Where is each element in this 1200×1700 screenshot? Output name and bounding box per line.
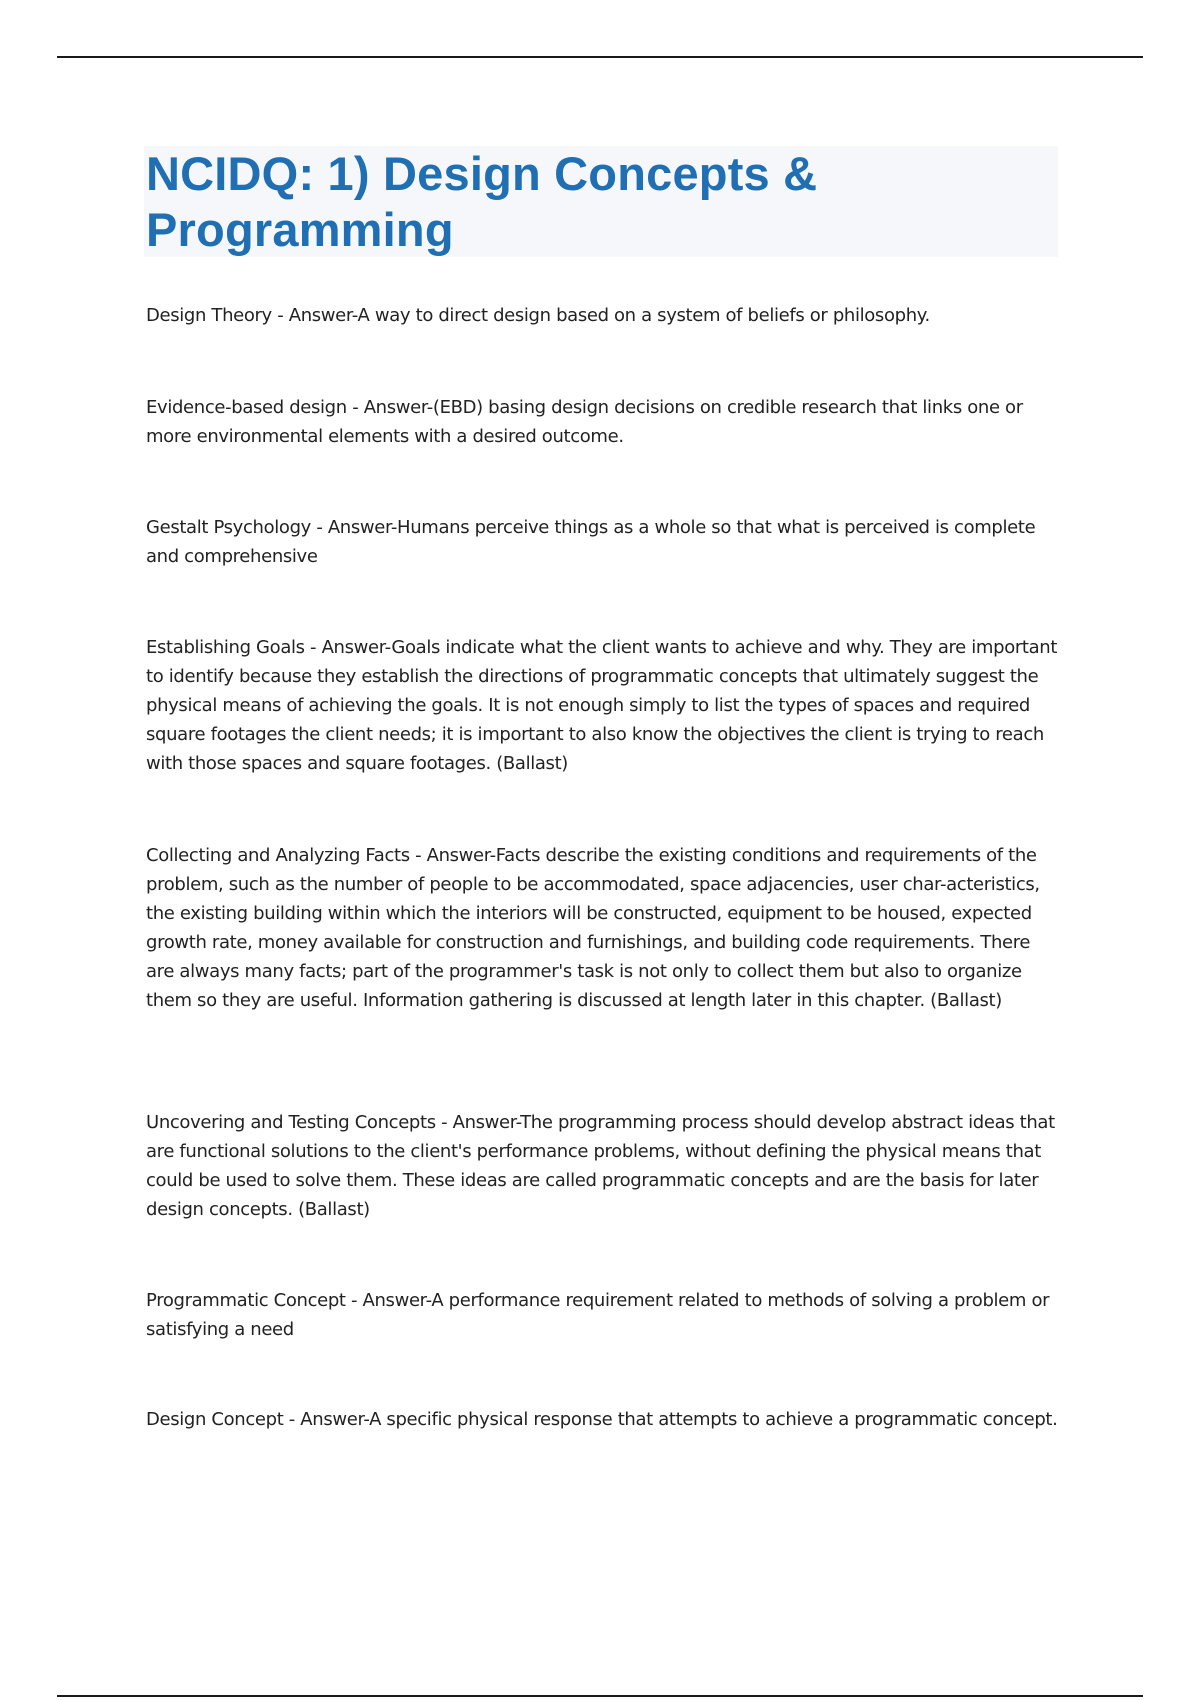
entry-evidence-based-design: Evidence-based design - Answer-(EBD) basing design decisions on credible research that links one or more environmental elements with a desired outcome.: [146, 397, 1023, 447]
entry-programmatic-concept: Programmatic Concept - Answer-A performance requirement related to methods of solving a problem or satisfying a need: [146, 1290, 1050, 1340]
entry-collecting-analyzing-facts: Collecting and Analyzing Facts - Answer-Facts describe the existing conditions and requirements of the problem, such as the number of people to be accommodated, space adjacencies, user char-acteristics, the existing building within which the interiors will be constructed, equipment to be housed, expected growth rate, money available for construction and furnishings, and building code requirements. There are always many facts; part of the programmer's task is not only to collect them but also to organize them so they are useful. Information gathering is discussed at length later in this chapter. (Ballast): [146, 845, 1040, 1011]
entry-uncovering-testing-concepts: Uncovering and Testing Concepts - Answer-The programming process should develop abstract ideas that are functional solutions to the client's performance problems, without defining the physical means that could be used to solve them. These ideas are called programmatic concepts and are the basis for later design concepts. (Ballast): [146, 1112, 1055, 1220]
page-title: NCIDQ: 1) Design Concepts & Programming: [146, 147, 818, 256]
top-rule: [57, 56, 1143, 58]
entry-design-concept: Design Concept - Answer-A specific physical response that attempts to achieve a programmatic concept.: [146, 1409, 1058, 1430]
entry-design-theory: Design Theory - Answer-A way to direct design based on a system of beliefs or philosophy.: [146, 305, 930, 326]
entry-gestalt-psychology: Gestalt Psychology - Answer-Humans perceive things as a whole so that what is perceived is complete and comprehensive: [146, 517, 1036, 567]
bottom-rule: [57, 1695, 1143, 1697]
title-banner: [144, 146, 1058, 257]
entry-establishing-goals: Establishing Goals - Answer-Goals indicate what the client wants to achieve and why. They are important to identify because they establish the directions of programmatic concepts that ultimately suggest the physical means of achieving the goals. It is not enough simply to list the types of spaces and required square footages the client needs; it is important to also know the objectives the client is trying to reach with those spaces and square footages. (Ballast): [146, 637, 1058, 774]
